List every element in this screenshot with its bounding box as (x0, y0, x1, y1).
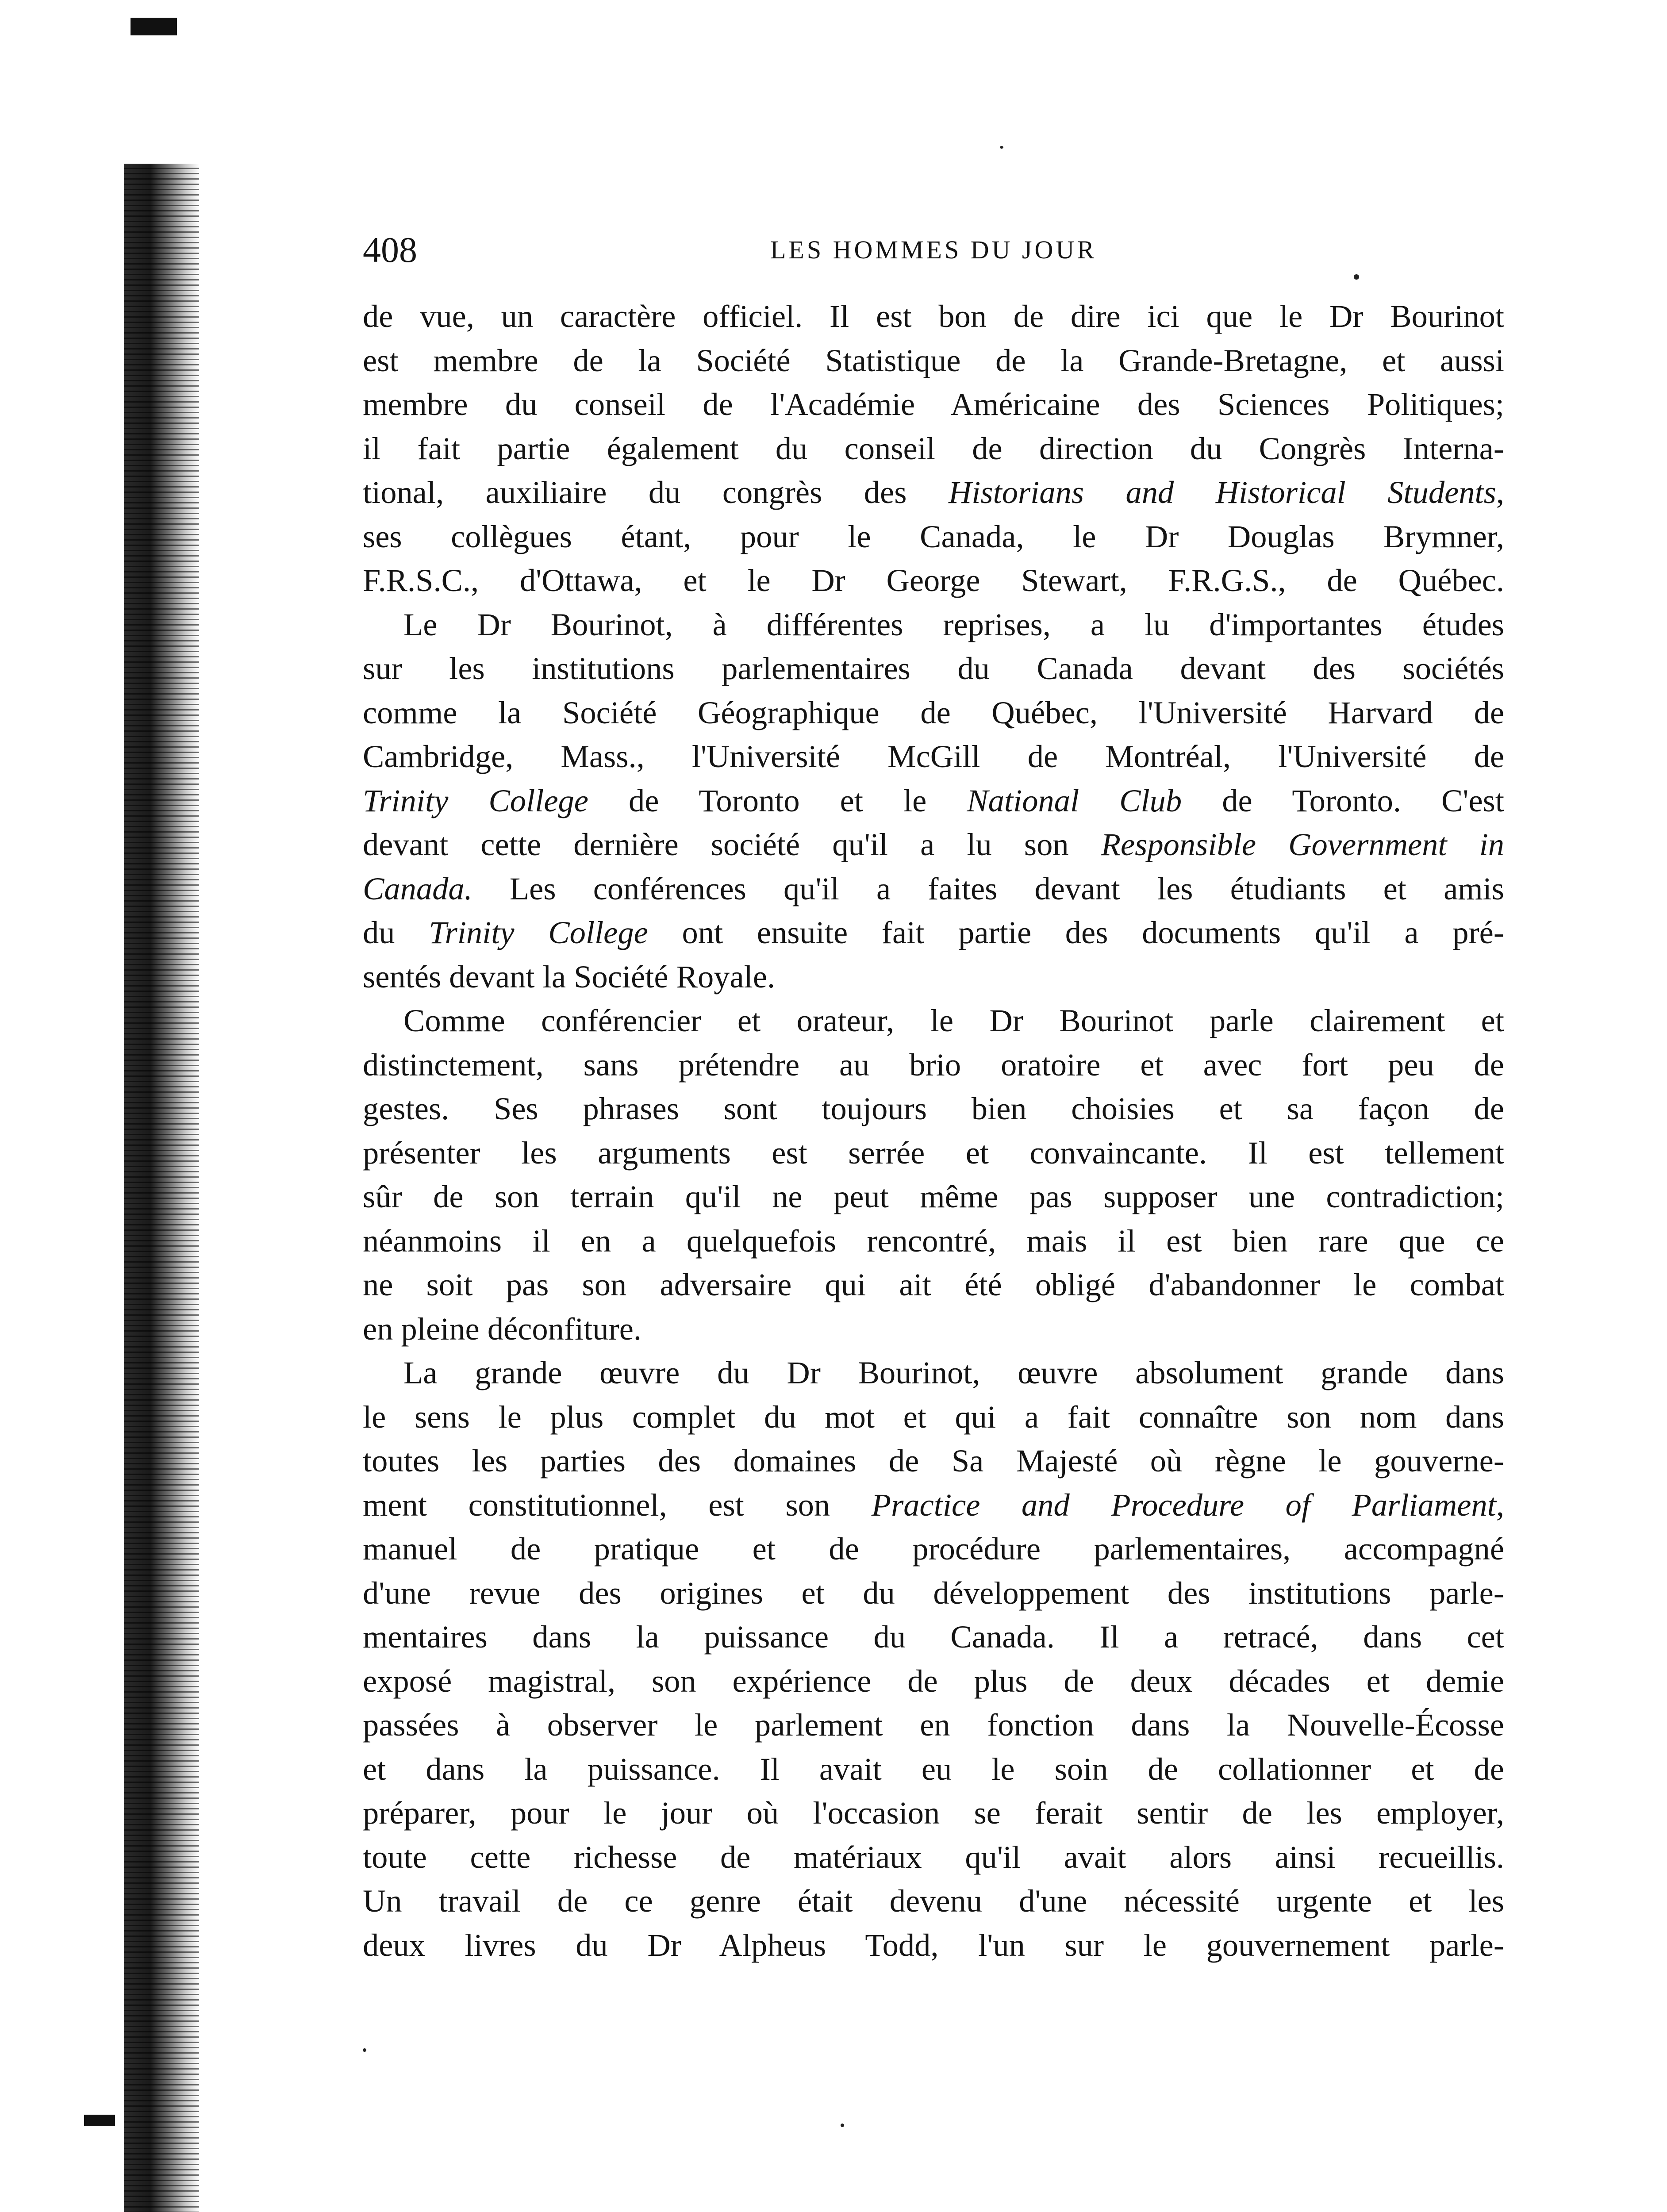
text-line: ses collègues étant, pour le Canada, le Dr Douglas Brymner, (363, 518, 1504, 554)
scan-speck (841, 2124, 844, 2127)
scan-speck (1354, 274, 1359, 280)
text-line: passées à observer le parlement en fonction dans la Nouvelle-Écosse (363, 1707, 1504, 1743)
text-line: toute cette richesse de matériaux qu'il avait alors ainsi recueillis. (363, 1839, 1504, 1875)
page-number: 408 (363, 230, 417, 270)
text-line: toutes les parties des domaines de Sa Majesté où règne le gouverne- (363, 1443, 1504, 1479)
text-line: sûr de son terrain qu'il ne peut même pas supposer une contradiction; (363, 1179, 1504, 1214)
text-line: Un travail de ce genre était devenu d'une nécessité urgente et les (363, 1883, 1504, 1919)
paragraph-3 (363, 998, 1504, 1351)
running-head (363, 226, 1504, 274)
text-line: deux livres du Dr Alpheus Todd, l'un sur le gouvernement parle- (363, 1927, 1504, 1963)
binding-mark-top (131, 18, 177, 35)
text-line: Comme conférencier et orateur, le Dr Bourinot parle clairement et (403, 1002, 1504, 1038)
paragraph-1 (363, 294, 1504, 603)
text-line: préparer, pour le jour où l'occasion se ferait sentir de les employer, (363, 1795, 1504, 1831)
paragraph-2 (363, 603, 1504, 999)
text-line: distinctement, sans prétendre au brio oratoire et avec fort peu de (363, 1046, 1504, 1083)
text-line: en pleine déconfiture. (363, 1310, 642, 1347)
text-line: Trinity College de Toronto et le National Club de Toronto. C'est (363, 782, 1504, 818)
text-line: néanmoins il en a quelquefois rencontré, mais il est bien rare que ce (363, 1222, 1504, 1259)
text-line: ne soit pas son adversaire qui ait été obligé d'abandonner le combat (363, 1267, 1504, 1302)
text-line: gestes. Ses phrases sont toujours bien choisies et sa façon de (363, 1091, 1504, 1126)
text-line: mentaires dans la puissance du Canada. Il a retracé, dans cet (363, 1619, 1504, 1655)
text-line: il fait partie également du conseil de direction du Congrès Interna- (363, 430, 1504, 466)
text-line: devant cette dernière société qu'il a lu son Responsible Government in (363, 826, 1504, 862)
text-line: est membre de la Société Statistique de la Grande-Bretagne, et aussi (363, 342, 1504, 378)
binding-mark-bottom (84, 2115, 115, 2126)
text-line: le sens le plus complet du mot et qui a fait connaître son nom dans (363, 1398, 1504, 1435)
text-line: manuel de pratique et de procédure parlementaires, accompagné (363, 1531, 1504, 1567)
text-line: membre du conseil de l'Académie Américaine des Sciences Politiques; (363, 386, 1504, 422)
paragraph-4 (363, 1351, 1504, 1967)
text-line: La grande œuvre du Dr Bourinot, œuvre absolument grande dans (403, 1355, 1504, 1390)
text-line: sur les institutions parlementaires du Canada devant des sociétés (363, 650, 1504, 686)
text-line: et dans la puissance. Il avait eu le soin de collationner et de (363, 1751, 1504, 1787)
scanned-binding-edge (124, 164, 199, 2212)
scan-speck (1000, 146, 1003, 149)
text-line: sentés devant la Société Royale. (363, 958, 776, 995)
text-line: tional, auxiliaire du congrès des Historians and Historical Students, (363, 474, 1504, 510)
text-line: F.R.S.C., d'Ottawa, et le Dr George Stewart, F.R.G.S., de Québec. (363, 562, 1504, 598)
running-title: LES HOMMES DU JOUR (770, 235, 1097, 264)
text-line: comme la Société Géographique de Québec, l'Université Harvard de (363, 694, 1504, 730)
text-line: de vue, un caractère officiel. Il est bon de dire ici que le Dr Bourinot (363, 298, 1504, 334)
text-line: ment constitutionnel, est son Practice and Procedure of Parliament, (363, 1486, 1504, 1523)
text-line: Cambridge, Mass., l'Université McGill de Montréal, l'Université de (363, 738, 1504, 774)
body-text (363, 294, 1504, 1967)
text-line: exposé magistral, son expérience de plus de deux décades et demie (363, 1663, 1504, 1699)
text-line: du Trinity College ont ensuite fait partie des documents qu'il a pré- (363, 914, 1505, 950)
text-line: présenter les arguments est serrée et convaincante. Il est tellement (363, 1134, 1504, 1171)
text-line: Canada. Les conférences qu'il a faites devant les étudiants et amis (363, 870, 1504, 906)
scan-speck (363, 2048, 366, 2052)
text-line: Le Dr Bourinot, à différentes reprises, a lu d'importantes études (403, 606, 1504, 642)
text-line: d'une revue des origines et du développement des institutions parle- (363, 1575, 1504, 1611)
